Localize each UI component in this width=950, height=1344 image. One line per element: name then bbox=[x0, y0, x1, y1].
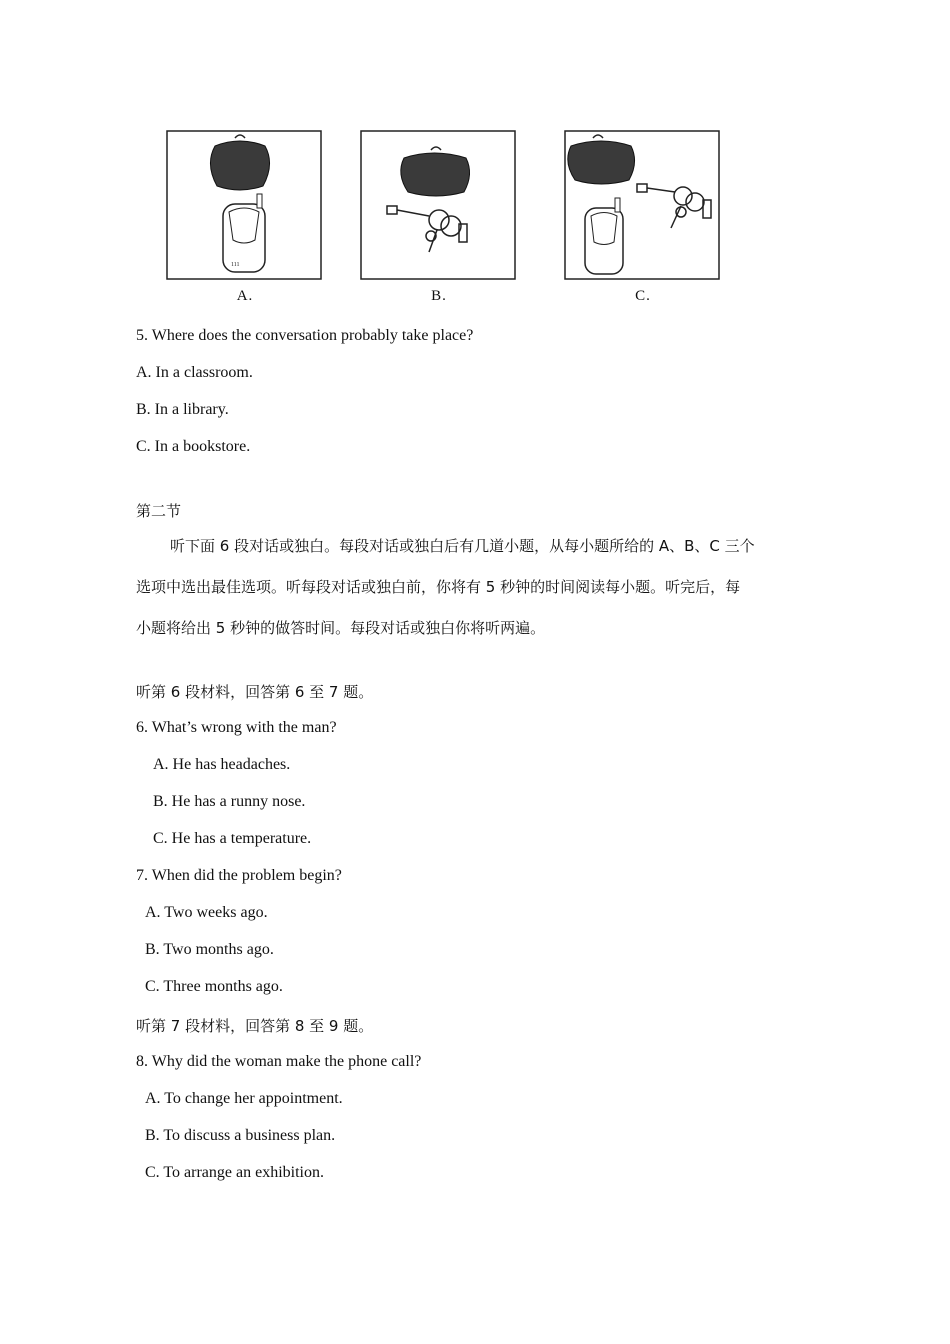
instruction-line: 选项中选出最佳选项。听每段对话或独白前，你将有 5 秒钟的时间阅读每小题。听完后，每 bbox=[136, 578, 741, 596]
question-5-option-c: C. In a bookstore. bbox=[136, 438, 251, 455]
question-5-option-b: B. In a library. bbox=[136, 401, 229, 418]
instruction-line: 小题将给出 5 秒钟的做答时间。每段对话或独白你将听两遍。 bbox=[136, 619, 546, 637]
figure-c-frame bbox=[563, 128, 723, 283]
figure-a bbox=[165, 128, 325, 313]
question-8-option-c: C. To arrange an exhibition. bbox=[145, 1164, 324, 1181]
figure-a-label: A. bbox=[236, 288, 254, 304]
question-7: 7. When did the problem begin? bbox=[136, 867, 342, 884]
question-5: 5. Where does the conversation probably take place? bbox=[136, 327, 474, 344]
question-5-option-a: A. In a classroom. bbox=[136, 364, 253, 381]
question-8: 8. Why did the woman make the phone call? bbox=[136, 1053, 422, 1070]
figure-c-label: C. bbox=[635, 288, 651, 304]
question-6-option-b: B. He has a runny nose. bbox=[153, 793, 306, 810]
figure-b-label: B. bbox=[431, 288, 447, 304]
question-6: 6. What’s wrong with the man? bbox=[136, 719, 337, 736]
figure-c bbox=[563, 128, 723, 313]
figure-b bbox=[359, 128, 519, 313]
instruction-line: 听下面 6 段对话或独白。每段对话或独白后有几道小题，从每小题所给的 A、B、C 三个 bbox=[170, 537, 755, 555]
section-instructions bbox=[136, 526, 816, 649]
mobile-phone-icon bbox=[585, 198, 623, 274]
question-7-option-b: B. Two months ago. bbox=[145, 941, 274, 958]
figure-a-frame bbox=[165, 128, 325, 283]
question-7-option-a: A. Two weeks ago. bbox=[145, 904, 268, 921]
question-6-option-c: C. He has a temperature. bbox=[153, 830, 312, 847]
figure-b-frame bbox=[359, 128, 519, 283]
question-8-option-b: B. To discuss a business plan. bbox=[145, 1127, 336, 1144]
question-6-option-a: A. He has headaches. bbox=[153, 756, 291, 773]
part-6-intro: 听第 6 段材料，回答第 6 至 7 题。 bbox=[136, 683, 374, 701]
question-8-option-a: A. To change her appointment. bbox=[145, 1090, 343, 1107]
mobile-phone-icon bbox=[223, 194, 265, 272]
part-7-intro: 听第 7 段材料，回答第 8 至 9 题。 bbox=[136, 1017, 374, 1035]
question-7-option-c: C. Three months ago. bbox=[145, 978, 283, 995]
picture-options bbox=[165, 128, 725, 313]
section-heading: 第二节 bbox=[136, 502, 182, 520]
svg-text:111: 111 bbox=[231, 262, 240, 268]
